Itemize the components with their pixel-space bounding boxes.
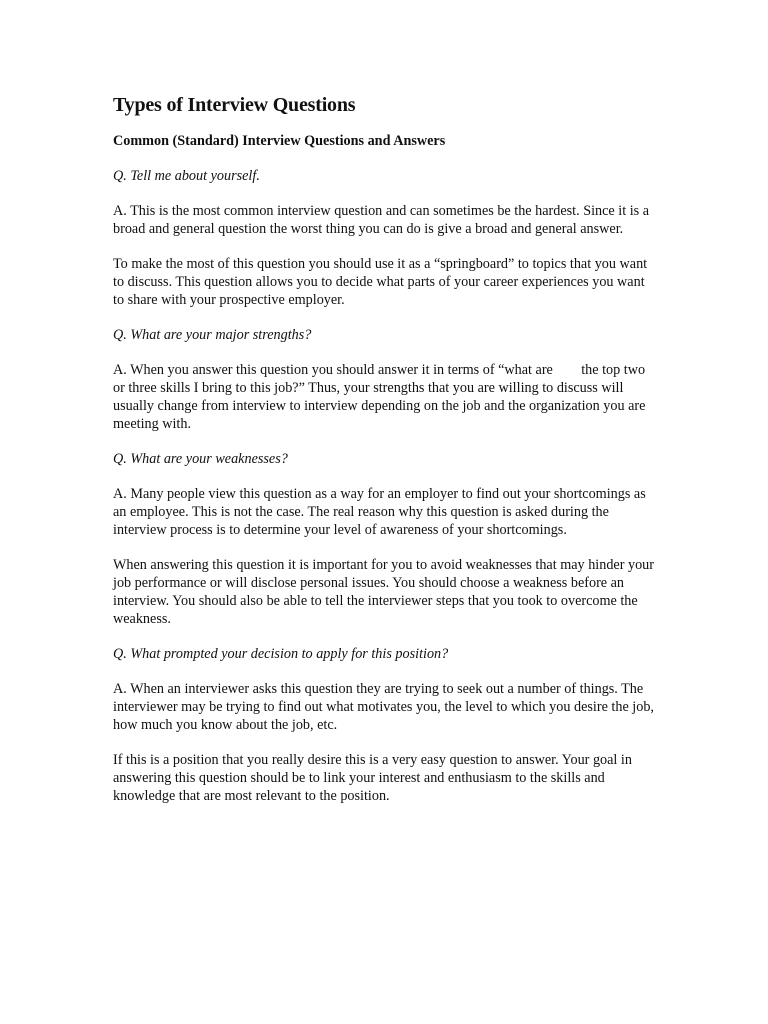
answer-paragraph: If this is a position that you really desire this is a very easy question to answer. Your goal in answering this question should be to link your interest and enthusiasm to the skills and knowledge that are most relevant to the position. (113, 752, 636, 804)
question-major-strengths: Q. What are your major strengths? (113, 327, 312, 343)
answer-paragraph: A. When you answer this question you should answer it in terms of “what are the top two or three skills I bring to this job?” Thus, your strengths that you are willing to discuss will usually change from interview to interview depending on the job and the organization you are meeting with. (113, 362, 649, 432)
answer-paragraph: A. This is the most common interview question and can sometimes be the hardest. Since it is a broad and general question the worst thing you can do is give a broad and general answer. (113, 203, 653, 237)
answer-paragraph: When answering this question it is important for you to avoid weaknesses that may hinder your job performance or will disclose personal issues. You should choose a weakness before an interview. You should also be able to tell the interviewer steps that you took to overcome the weakness. (113, 557, 658, 627)
document-content (113, 92, 658, 822)
answer-paragraph: To make the most of this question you should use it as a “springboard” to topics that you want to discuss. This question allows you to decide what parts of your career experiences you want to share with your prospective employer. (113, 256, 651, 308)
question-tell-me-about-yourself: Q. Tell me about yourself. (113, 168, 260, 184)
question-weaknesses: Q. What are your weaknesses? (113, 451, 288, 467)
answer-paragraph: A. When an interviewer asks this question they are trying to seek out a number of things. The interviewer may be trying to find out what motivates you, the level to which you desire the job, how much you know about the job, etc. (113, 681, 658, 733)
section-heading: Common (Standard) Interview Questions and Answers (113, 133, 446, 149)
page-title: Types of Interview Questions (113, 94, 356, 116)
question-decision-to-apply: Q. What prompted your decision to apply for this position? (113, 646, 449, 662)
answer-paragraph: A. Many people view this question as a way for an employer to find out your shortcomings as an employee. This is not the case. The real reason why this question is asked during the interview process is to determine your level of awareness of your shortcomings. (113, 486, 650, 538)
